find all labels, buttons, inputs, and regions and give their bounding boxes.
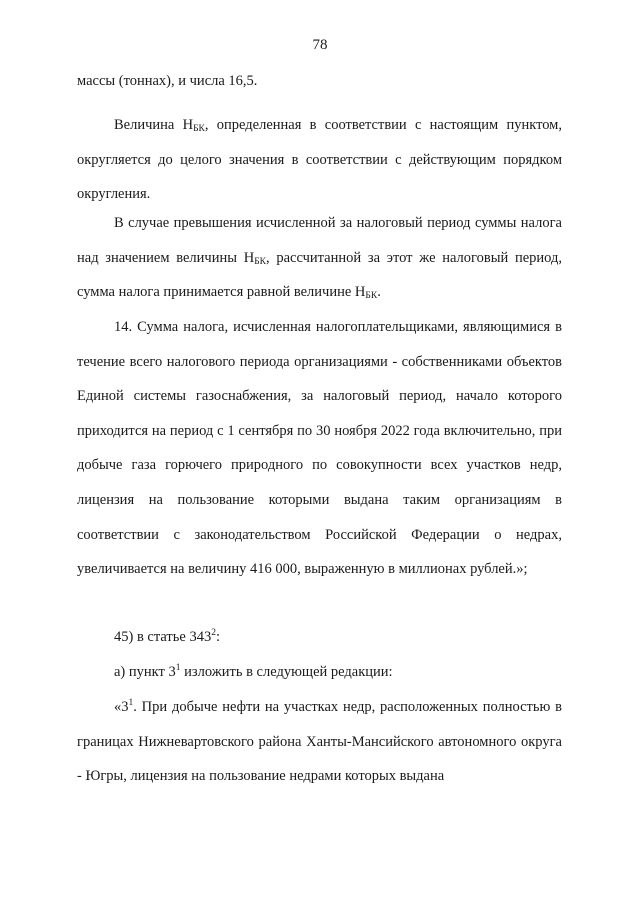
text-segment: , определенная в соответствии с настоящим пунктом, округляется до целого значения в соответствии с действующим порядком округления. <box>77 117 562 203</box>
subscript: БК <box>193 124 205 134</box>
page-number: 78 <box>312 37 328 53</box>
text-segment: . При добыче нефти на участках недр, расположенных полностью в границах Нижневартовского района Ханты-Мансийского автономного округа - Югры, лицензия на пользование недрами которых выдана <box>77 699 562 785</box>
paragraph-item-14 <box>77 310 562 587</box>
paragraph-subitem-a <box>77 655 562 690</box>
superscript: 2 <box>211 628 216 638</box>
text-segment: «3 <box>114 699 129 715</box>
superscript: 1 <box>128 698 134 708</box>
subscript: БК <box>365 291 378 302</box>
paragraph-rounding <box>77 108 562 212</box>
text-segment: : <box>215 629 220 645</box>
text-segment: , рассчитанной за этот же налоговый период, сумма налога принимается равной величине Н <box>77 249 562 301</box>
text-segment: 45) в статье 343 <box>114 629 212 645</box>
text-segment: а) пункт 3 <box>114 664 176 680</box>
paragraph-text: массы (тоннах), и числа 16,5. <box>77 73 258 89</box>
paragraph-text: 14. Сумма налога, исчисленная налогоплательщиками, являющимися в течение всего налогового периода организациями - собственниками объектов Единой системы газоснабжения, за налоговый период, начало которого приходится на период с 1 сентября по 30 ноября 2022 года включительно, при добыче газа горючего природного по совокупности всех участков недр, лицензия на пользование которыми выдана таким организациям в соответствии с законодательством Российской Федерации о недрах, увеличивается на величину 416 000, выраженную в миллионах рублей.»; <box>77 319 562 578</box>
superscript: 1 <box>175 663 181 673</box>
text-segment: изложить в следующей редакции: <box>180 664 393 680</box>
text-segment: . <box>377 284 381 301</box>
paragraph-excess <box>77 206 562 310</box>
text-segment: В случае превышения исчисленной за налоговый период суммы налога над значением величины Н <box>77 215 562 266</box>
paragraph-item-45 <box>77 620 562 655</box>
paragraph-continuation <box>77 64 562 99</box>
paragraph-point-3-1 <box>77 690 562 794</box>
text-segment: Величина Н <box>114 117 194 133</box>
subscript: БК <box>254 256 266 267</box>
